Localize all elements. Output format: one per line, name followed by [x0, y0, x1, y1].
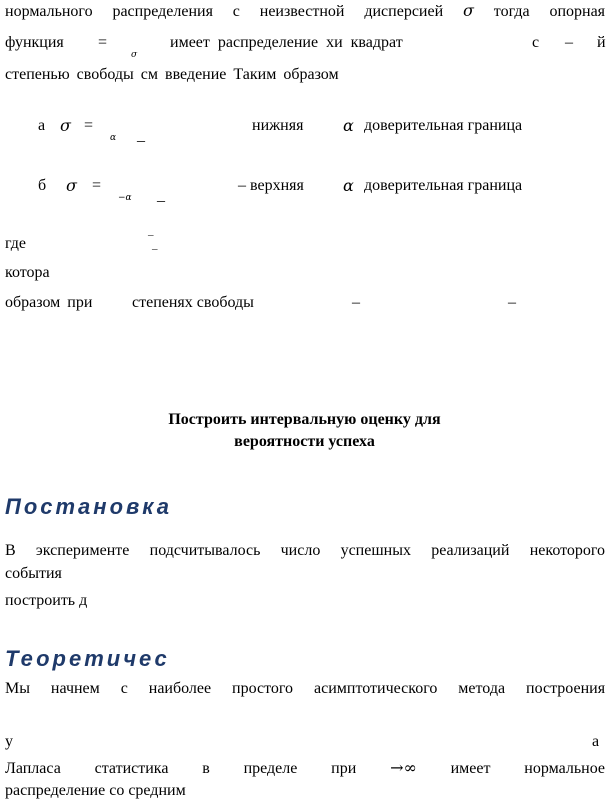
dash: – [352, 294, 360, 311]
word: построения [526, 680, 606, 697]
word: реализаций [431, 542, 510, 559]
sigma-subscript: σ [131, 50, 138, 60]
text-degrees: степенях свободы [132, 294, 254, 311]
paragraph-line [5, 542, 605, 560]
equals-sign: = [98, 34, 108, 51]
case-b-label: б [38, 177, 47, 194]
bar-mark: _ [148, 225, 154, 237]
word: дисперсией [364, 3, 444, 20]
word: асимптотического [314, 680, 438, 697]
text-line-1 [5, 2, 605, 21]
word: Мы [5, 680, 30, 697]
word: нормального [5, 3, 93, 20]
equals-sign: = [92, 177, 102, 194]
word: В [5, 542, 16, 559]
word: Лапласа [5, 760, 61, 777]
word: успешных [340, 542, 411, 559]
limit-infinity: →∞ [390, 758, 417, 777]
text-a: а [592, 733, 600, 750]
sigma-symbol: σ [66, 176, 77, 195]
paragraph-line: события [5, 565, 62, 582]
case-a-label: а [38, 117, 46, 134]
word: нормальное [524, 760, 606, 777]
paragraph-line [5, 680, 605, 698]
paragraph-line: построить д [5, 592, 88, 609]
text-upper: – верхняя [238, 177, 304, 194]
text-s: с [532, 34, 540, 51]
word: простого [232, 680, 294, 697]
section-heading: Теоретичес [5, 646, 170, 671]
sigma-symbol: σ [60, 116, 71, 135]
word: число [280, 542, 321, 559]
bar-mark: _ [152, 239, 158, 251]
text-y: у [5, 733, 13, 750]
word: опорная [549, 3, 606, 20]
equals-sign: = [84, 117, 94, 134]
text-lower: нижняя [252, 117, 304, 134]
text-line-3: степенью свободы см введение Таким образом [5, 66, 339, 83]
word: неизвестной [259, 3, 345, 20]
paragraph-line: распределение со средним [5, 782, 186, 799]
sigma-symbol: σ [463, 1, 474, 20]
text-funktsiya: функция [5, 34, 64, 51]
text-thus: образом при [5, 294, 93, 311]
paragraph-line [5, 759, 605, 778]
text-y: й [597, 34, 606, 51]
bar-mark: _ [137, 127, 145, 144]
alpha-subscript: α [110, 133, 117, 143]
word: наиболее [148, 680, 212, 697]
word: начнем [50, 680, 100, 697]
dash: – [565, 34, 573, 51]
word: метода [458, 680, 506, 697]
word: распределения [112, 3, 213, 20]
word: тогда [493, 3, 530, 20]
word: в [202, 760, 210, 777]
text-distribution: имеет распределение хи квадрат [170, 34, 403, 51]
word: при [331, 760, 357, 777]
word: имеет [450, 760, 491, 777]
word: подсчитывалось [149, 542, 261, 559]
section-heading: Постановка [5, 494, 172, 519]
word: эксперименте [35, 542, 130, 559]
minus-alpha-subscript: −α [118, 193, 132, 203]
word: с [232, 3, 240, 20]
word: с [120, 680, 128, 697]
word: пределе [243, 760, 298, 777]
alpha-symbol: α [343, 116, 354, 135]
text-which: котора [5, 264, 50, 281]
dash: – [508, 294, 516, 311]
task-title-line-2: вероятности успеха [234, 433, 375, 450]
alpha-symbol: α [343, 176, 354, 195]
task-title-line-1: Построить интервальную оценку для [168, 411, 441, 428]
text-confidence-bound: доверительная граница [364, 177, 523, 194]
bar-mark: _ [157, 187, 165, 204]
word: статистика [94, 760, 169, 777]
word: некоторого [529, 542, 606, 559]
text-where: где [5, 235, 27, 252]
text-confidence-bound: доверительная граница [364, 117, 523, 134]
